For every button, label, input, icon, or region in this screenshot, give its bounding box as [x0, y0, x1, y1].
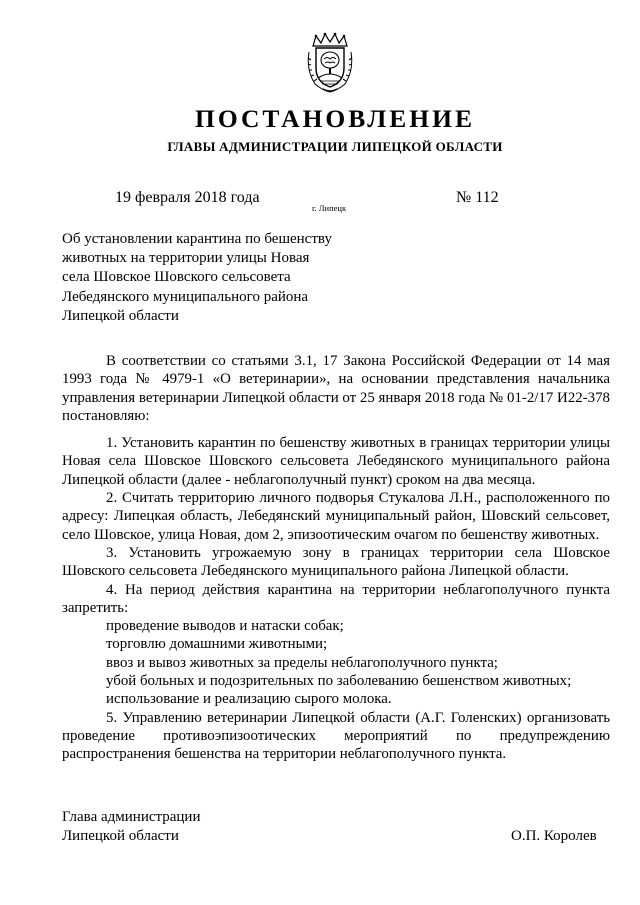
subject-line: села Шовское Шовского сельсовета [62, 269, 291, 286]
subject-line: Об установлении карантина по бешенству [62, 231, 332, 247]
signatory-position [62, 808, 200, 846]
signatory-position-line: Липецкой области [62, 828, 179, 844]
item-2-paragraph: 2. Считать территорию личного подворья Стукалова Л.Н., расположенного по адресу: Липецкая область, Лебедянский муниципальный район, Шовский сельсовет, село Шовское, улица Новая, дом 2, эпизоотическим очагом по бешенству животных. [62, 490, 610, 543]
item-1-paragraph: 1. Установить карантин по бешенству животных в границах территории улицы Новая села Шовское Шовского сельсовета Лебедянского муниципального района Липецкой области (далее - неблагополучный пункт) сроком на два месяца. [62, 435, 610, 488]
document-subject [62, 230, 362, 326]
prohibition-item: торговлю домашними животными; [106, 636, 328, 653]
prohibition-item: проведение выводов и натаски собак; [106, 618, 344, 635]
signatory-position-line: Глава администрации [62, 809, 201, 825]
prohibition-item: убой больных и подозрительных по заболеванию бешенством животных; [106, 673, 572, 690]
signatory-name: О.П. Королев [511, 828, 597, 844]
document-subtitle: ГЛАВЫ АДМИНИСТРАЦИИ ЛИПЕЦКОЙ ОБЛАСТИ [167, 139, 503, 154]
document-title: ПОСТАНОВЛЕНИЕ [195, 104, 475, 133]
preamble-paragraph: В соответствии со статьями 3.1, 17 Закона Российской Федерации от 14 мая 1993 года № 4979-1 «О ветеринарии», на основании представления начальника управления ветеринарии Липецкой области от 25 января 2018 года № 01-2/17 И22-378 постановляю: [62, 353, 610, 424]
prohibition-item: использование и реализацию сырого молока. [106, 691, 392, 708]
document-body [62, 352, 610, 764]
document-city: г. Липецк [312, 203, 347, 213]
item-4-paragraph: 4. На период действия карантина на территории неблагополучного пункта запретить: [62, 581, 610, 616]
item-3-paragraph: 3. Установить угрожаемую зону в границах территории села Шовское Шовского сельсовета Лебедянского муниципального района Липецкой области. [62, 544, 610, 580]
item-5-paragraph: 5. Управлению ветеринарии Липецкой области (А.Г. Голенских) организовать проведение противоэпизоотических мероприятий по предупреждению распространения бешенства на территории неблагополучного пункта. [62, 709, 610, 763]
subject-line: Лебедянского муниципального района [62, 288, 309, 305]
lipetsk-oblast-coat-of-arms-icon [305, 32, 355, 94]
document-number: № 112 [456, 189, 499, 206]
document-date: 19 февраля 2018 года [115, 189, 260, 206]
subject-line: животных на территории улицы Новая [62, 250, 310, 267]
prohibition-item: ввоз и вывоз животных за пределы неблагополучного пункта; [106, 654, 498, 671]
subject-line: Липецкой области [62, 307, 179, 324]
